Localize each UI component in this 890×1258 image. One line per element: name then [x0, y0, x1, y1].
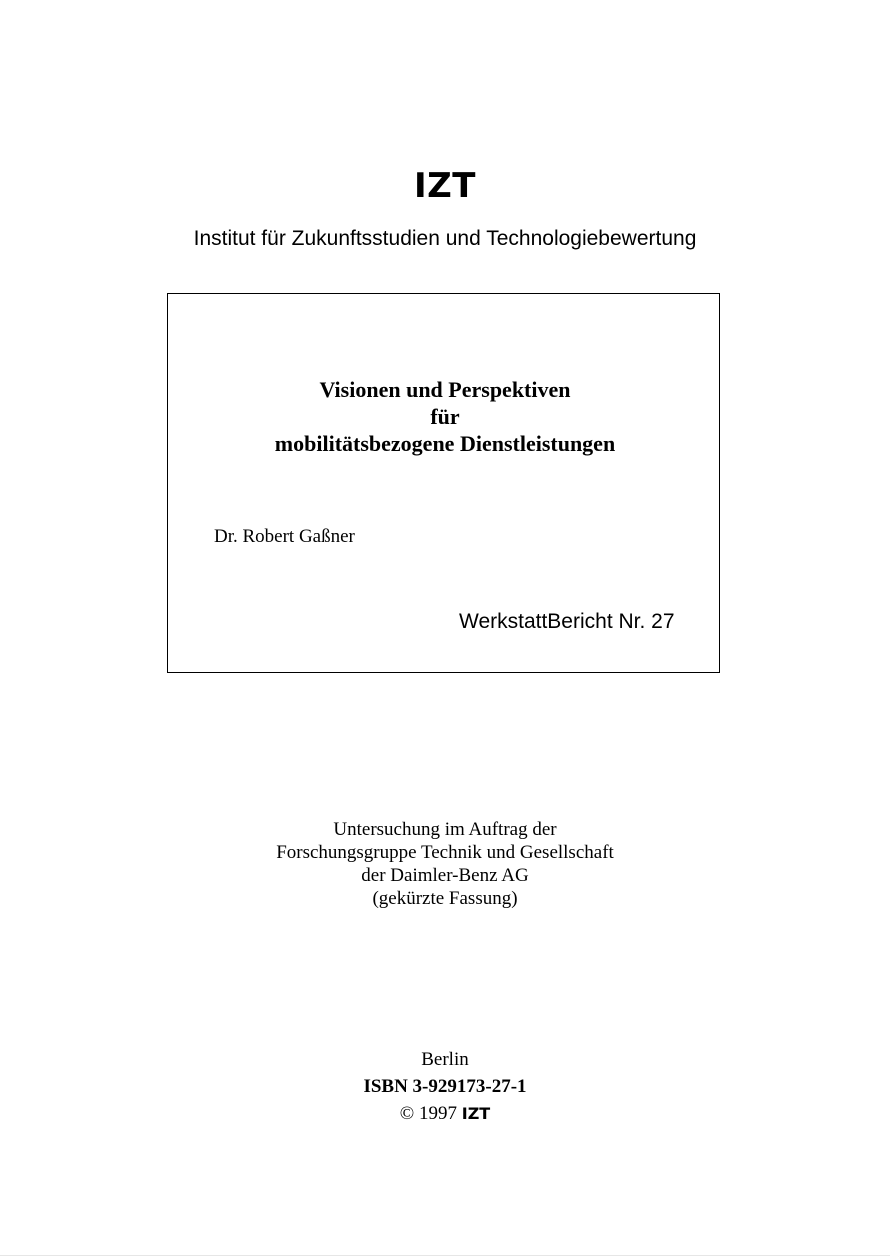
institute-logo: IZT: [414, 166, 476, 206]
title-line: mobilitätsbezogene Dienstleistungen: [274, 431, 616, 456]
document-title: [0, 376, 890, 457]
report-number: WerkstattBericht Nr. 27: [459, 610, 675, 633]
commission-line: Forschungsgruppe Technik und Gesellschaft: [276, 842, 614, 863]
page-edge-divider: [0, 1255, 890, 1256]
copyright-org: IZT: [461, 1104, 491, 1123]
isbn-number: ISBN 3-929173-27-1: [363, 1076, 527, 1097]
publication-city: Berlin: [421, 1049, 469, 1070]
publication-info: [0, 1046, 890, 1127]
commission-line: (gekürzte Fassung): [372, 888, 518, 909]
commission-line: Untersuchung im Auftrag der: [333, 819, 557, 840]
title-line: für: [430, 404, 460, 429]
copyright-line: [0, 1100, 890, 1127]
title-line: Visionen und Perspektiven: [319, 377, 571, 402]
commission-note: [0, 818, 890, 910]
copyright-year: © 1997: [399, 1103, 457, 1124]
commission-line: der Daimler-Benz AG: [361, 865, 529, 886]
author-name: Dr. Robert Gaßner: [214, 526, 355, 547]
institute-name: Institut für Zukunftsstudien und Technologiebewertung: [193, 227, 697, 250]
